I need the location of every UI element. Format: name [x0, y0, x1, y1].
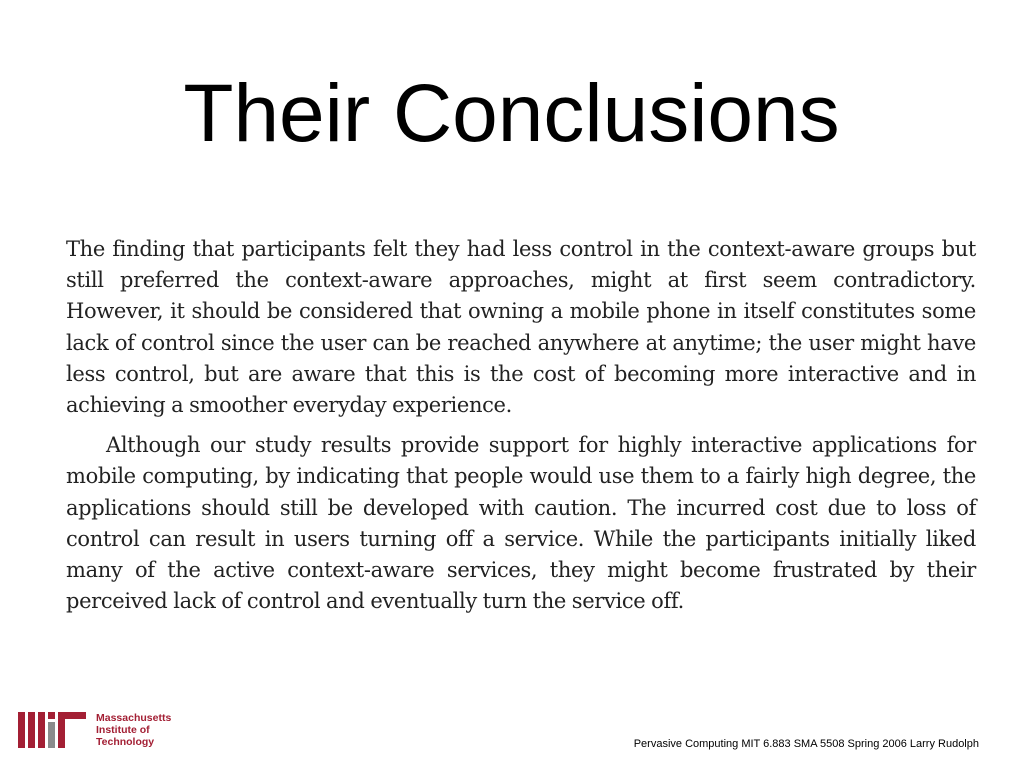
slide-footer: Pervasive Computing MIT 6.883 SMA 5508 Spring 2006 Larry Rudolph [633, 738, 979, 750]
body-paragraph-1: The finding that participants felt they had less control in the context-aware groups but still preferred the context-aware approaches, might at first seem contradictory. However, it should be considered that owning a mobile phone in itself constitutes some lack of control since the user can be reached anywhere at anytime; the user might have less control, but are aware that this is the cost of becoming more interactive and in achieving a smoother everyday experience. [66, 237, 976, 418]
slide-body [66, 234, 976, 617]
body-paragraph-2: Although our study results provide support for highly interactive applications for mobile computing, by indicating that people would use them to a fairly high degree, the applications should still be developed with caution. The incurred cost due to loss of control can result in users turning off a service. While the participants initially liked many of the active context-aware services, they might become frustrated by their perceived lack of control and eventually turn the service off. [66, 433, 976, 614]
logo-line-3: Technology [96, 736, 155, 748]
logo-line-2: Institute of [96, 724, 150, 736]
mit-logo [18, 711, 171, 749]
mit-logo-wordmark [96, 712, 171, 748]
logo-line-1: Massachusetts [96, 712, 172, 724]
mit-logo-icon [18, 712, 86, 748]
slide-title: Their Conclusions [183, 68, 840, 159]
